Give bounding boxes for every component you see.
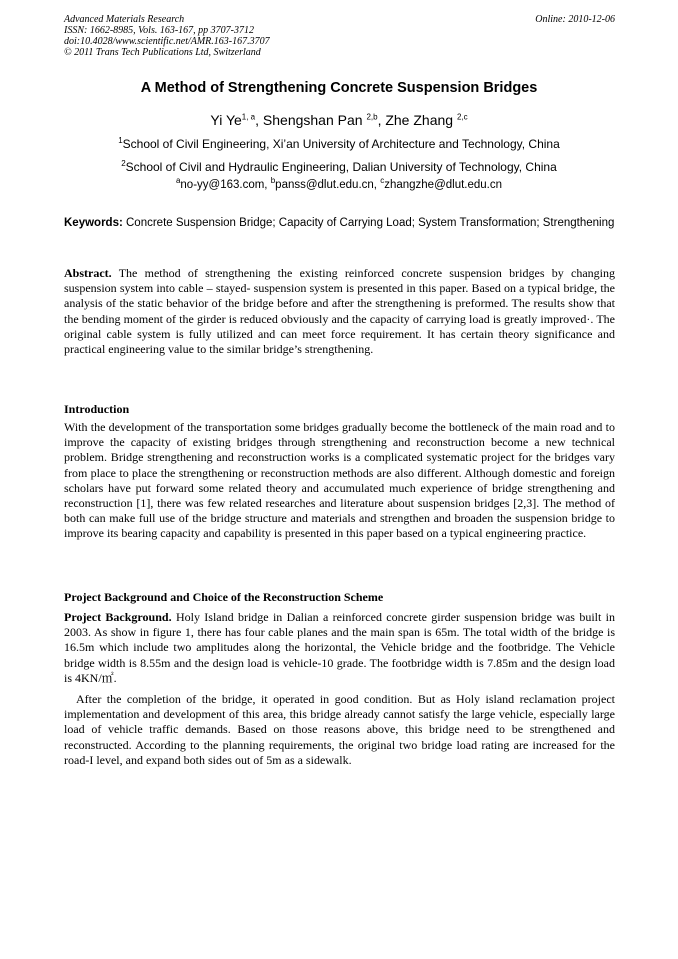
doi-line: doi:10.4028/www.scientific.net/AMR.163-167.3707 <box>64 36 270 47</box>
keywords-text: Concrete Suspension Bridge; Capacity of Carrying Load; System Transformation; Strengthening <box>126 217 615 229</box>
affiliation-sup: 1 <box>118 136 123 145</box>
author-emails <box>0 176 678 191</box>
email-sup: a <box>175 176 181 186</box>
project-text-1: Holy Island bridge in Dalian a reinforced concrete girder suspension bridge was built in 2003. As show in figure 1, there has four cable planes and the main span is 65m. The total width of the bridge is 16.5m which include two amplitudes along the horizontal, the Vehicle bridge and the footbridge. The Vehicle bridge width is 8.55m and the design load is vehicle-10 grade. The footbridge width is 7.85m and the design load is 4KN/㎡. <box>64 610 616 685</box>
affiliation-text: School of Civil Engineering, Xi’an University of Architecture and Technology, China <box>122 137 560 151</box>
copyright-line: © 2011 Trans Tech Publications Ltd, Switzerland <box>64 47 261 58</box>
author-sup: 2,b <box>366 112 378 122</box>
email-link[interactable]: zhangzhe@dlut.edu.cn <box>384 179 503 191</box>
project-paragraph-2: After the completion of the bridge, it operated in good condition. But as Holy island reclamation project implementation and development of this area, this bridge already cannot satisfy the large vehicle, especially large load of vehicle traffic demands. Based on those reasons above, this bridge need to be strengthened and reconstructed. According to the planning requirements, the original two bridge load rating are increased for the road-I level, and expand both sides out of 5m as a sidewalk. <box>64 692 615 767</box>
paper-title: A Method of Strengthening Concrete Suspension Bridges <box>140 80 538 96</box>
author-sup: 2,c <box>456 112 468 122</box>
abstract-block <box>64 266 615 357</box>
email-sup: b <box>270 176 276 186</box>
email-link[interactable]: no-yy@163.com, <box>180 179 268 191</box>
project-paragraph-1 <box>64 610 615 686</box>
journal-header <box>64 14 615 58</box>
author-name: Shengshan Pan <box>262 112 363 128</box>
abstract-text: The method of strengthening the existing reinforced concrete suspension bridges by changing suspension system into cable – stayed- suspension system is presented in this paper. Based on a typical bridge, the analysis of the static behavior of the bridge before and after the strengthening is preformed. The results show that the bending moment of the girder is reduced obviously and the capacity of carrying load is greatly improved·. The original cable system is fully utilized and can meet force requirement. It has certain theory significance and practical engineering value to the similar bridge’s strengthening. <box>64 266 615 357</box>
author-list: Yi Ye$^{1, a}$, Shengshan Pan $^{2,b}$, Zhe Zhang $^{2,c}$ <box>210 112 468 128</box>
introduction-heading: Introduction <box>64 402 130 416</box>
affiliation-1 <box>0 137 678 151</box>
author-name: Zhe Zhang <box>385 112 454 128</box>
issn-line: ISSN: 1662-8985, Vols. 163-167, pp 3707-3712 <box>64 25 254 36</box>
affiliation-sup: 2 <box>121 159 126 168</box>
abstract-label: Abstract. <box>64 266 112 280</box>
keywords-block <box>64 216 615 231</box>
affiliation-text: School of Civil and Hydraulic Engineering, Dalian University of Technology, China <box>125 160 557 174</box>
author-name: Yi Ye <box>210 112 242 128</box>
affiliation-2 <box>0 160 678 174</box>
author-sup: 1, a <box>241 112 256 122</box>
keywords-label: Keywords: <box>64 217 123 229</box>
email-link[interactable]: panss@dlut.edu.cn, <box>275 179 377 191</box>
introduction-paragraph: With the development of the transportation some bridges gradually become the bottleneck of the main road and to improve the capacity of existing bridges through strengthening and reconstruction become a new technical problem. Bridge strengthening and reconstruction works is a complicated systematic project for the bridges vary from place to place the strengthening or reconstruction methods are also different. Although domestic and foreign scholars have put forward some related theory and accumulated much experience of bridge strengthening and reconstruction [1], there was few related researches and literature about suspension bridges [2,3]. The method of both can make full use of the bridge structure and materials and strengthen and broaden the suspension bridge to improve its bearing capacity and capability is presented in this paper based on a typical engineering practice. <box>64 420 615 541</box>
online-date: Online: 2010-12-06 <box>535 14 615 25</box>
journal-name: Advanced Materials Research <box>64 14 185 25</box>
project-label: Project Background. <box>64 610 172 624</box>
project-heading: Project Background and Choice of the Reconstruction Scheme <box>64 590 384 604</box>
email-sup: c <box>380 176 385 186</box>
